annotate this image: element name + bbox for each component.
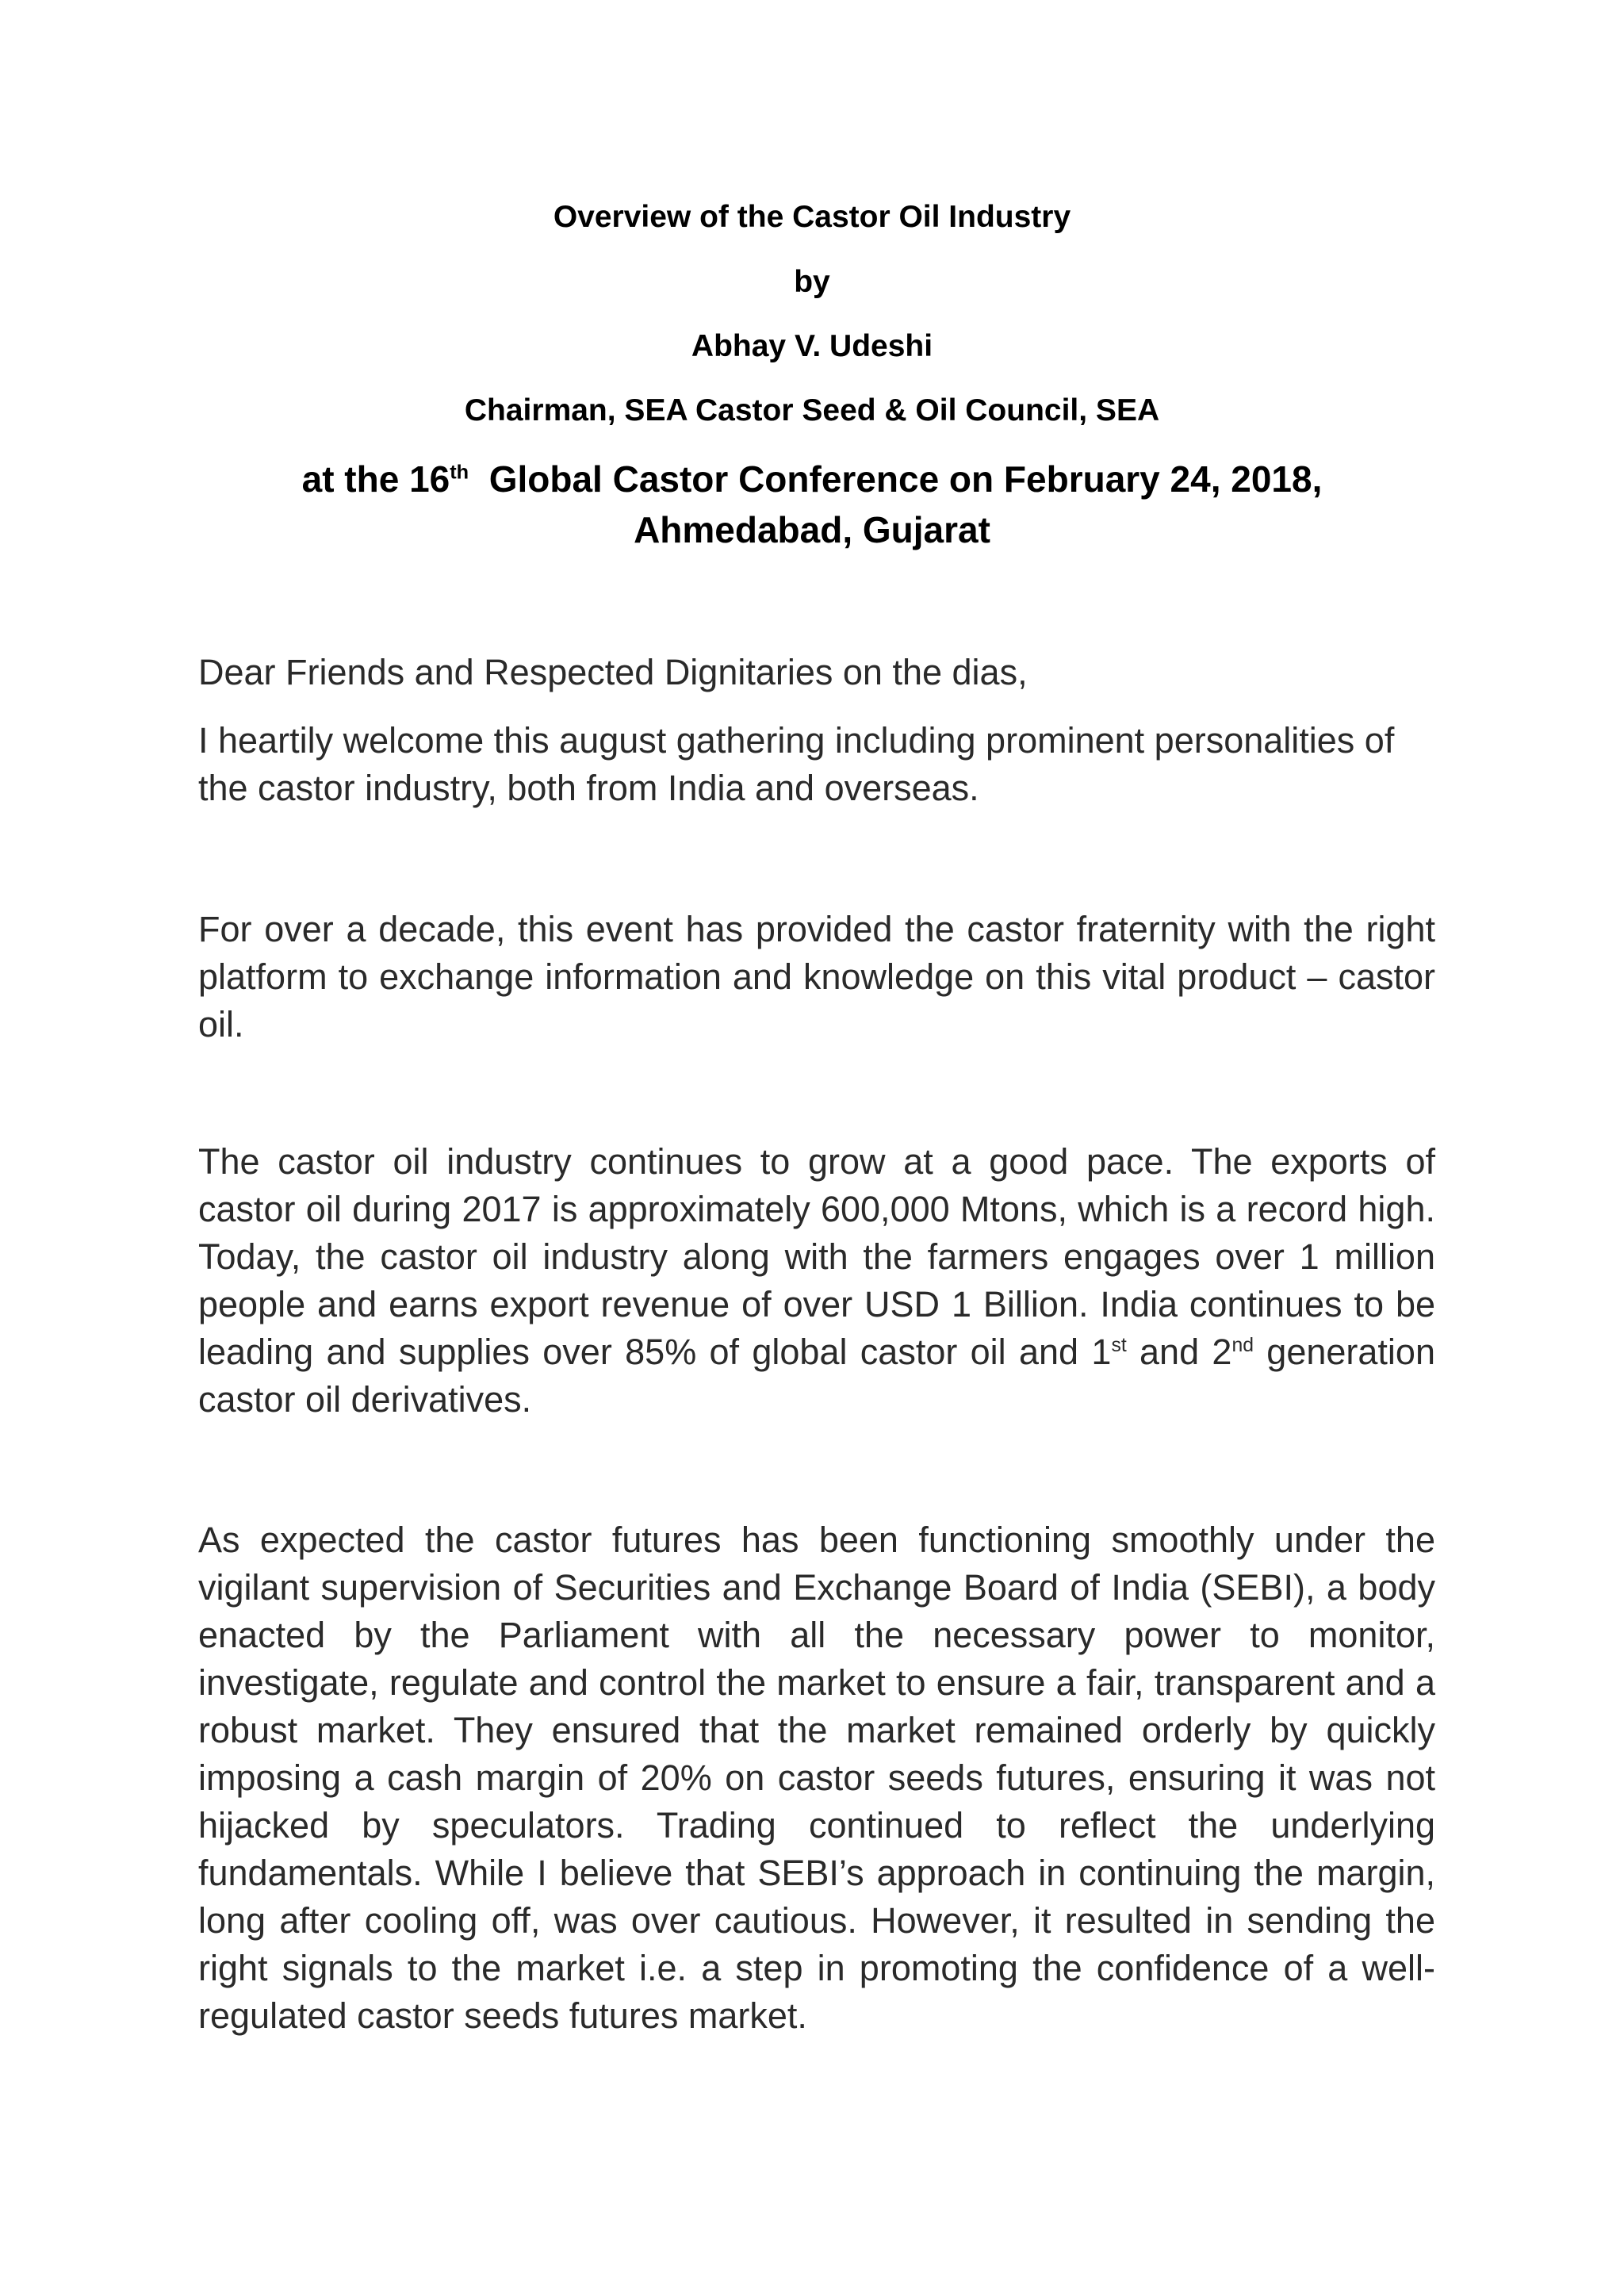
growth-sup-2: nd [1231,1335,1254,1356]
futures-paragraph: As expected the castor futures has been functioning smoothly under the vigilant supervision of Securities and Exchange Board of India (SEBI), a body enacted by the Parliament with all the necessary power to monitor, investigate, regulate and control the market to ensure a fair, transparent and a robust market. They ensured that the market remained orderly by quickly imposing a cash margin of 20% on castor seeds futures, ensuring it was not hijacked by speculators. Trading continued to reflect the underlying fundamentals. While I believe that SEBI’s approach in continuing the margin, long after cooling off, was over cautious. However, it resulted in sending the right signals to the market i.e. a step in promoting the confidence of a well-regulated castor seeds futures market. [198,1520,1435,2036]
growth-text-2: and 2 [1126,1332,1232,1372]
author-name: Abhay V. Udeshi [691,329,933,363]
conference-heading [0,454,1624,555]
author-role: Chairman, SEA Castor Seed & Oil Council, SEA [464,393,1160,427]
growth-sup-1: st [1111,1335,1127,1356]
growth-text-1: The castor oil industry continues to grow at a good pace. The exports of castor oil during 2017 is approximately 600,000 Mtons, which is a record high. Today, the castor oil industry along with the farmers engages over 1 million people and earns export revenue of over USD 1 Billion. India continues to be leading and supplies over 85% of global castor oil and 1 [198,1141,1435,1372]
conference-location: Ahmedabad, Gujarat [634,509,990,550]
conference-event: Global Castor Conference on February 24, 2018, [488,458,1323,500]
welcome-paragraph: I heartily welcome this august gathering including prominent personalities of the castor industry, both from India and overseas. [198,720,1395,808]
conference-ordinal-suffix: th [450,461,469,484]
decade-paragraph: For over a decade, this event has provided the castor fraternity with the right platform to exchange information and knowledge on this vital product – castor oil. [198,909,1435,1045]
growth-text-3: generation castor oil derivatives. [198,1332,1435,1420]
byline: by [794,265,830,299]
growth-paragraph [198,1138,1435,1424]
conference-line [0,454,1624,504]
document-title: Overview of the Castor Oil Industry [553,200,1071,234]
greeting-paragraph: Dear Friends and Respected Dignitaries on the dias, [198,652,1028,692]
conference-prefix: at the 16 [301,458,450,500]
